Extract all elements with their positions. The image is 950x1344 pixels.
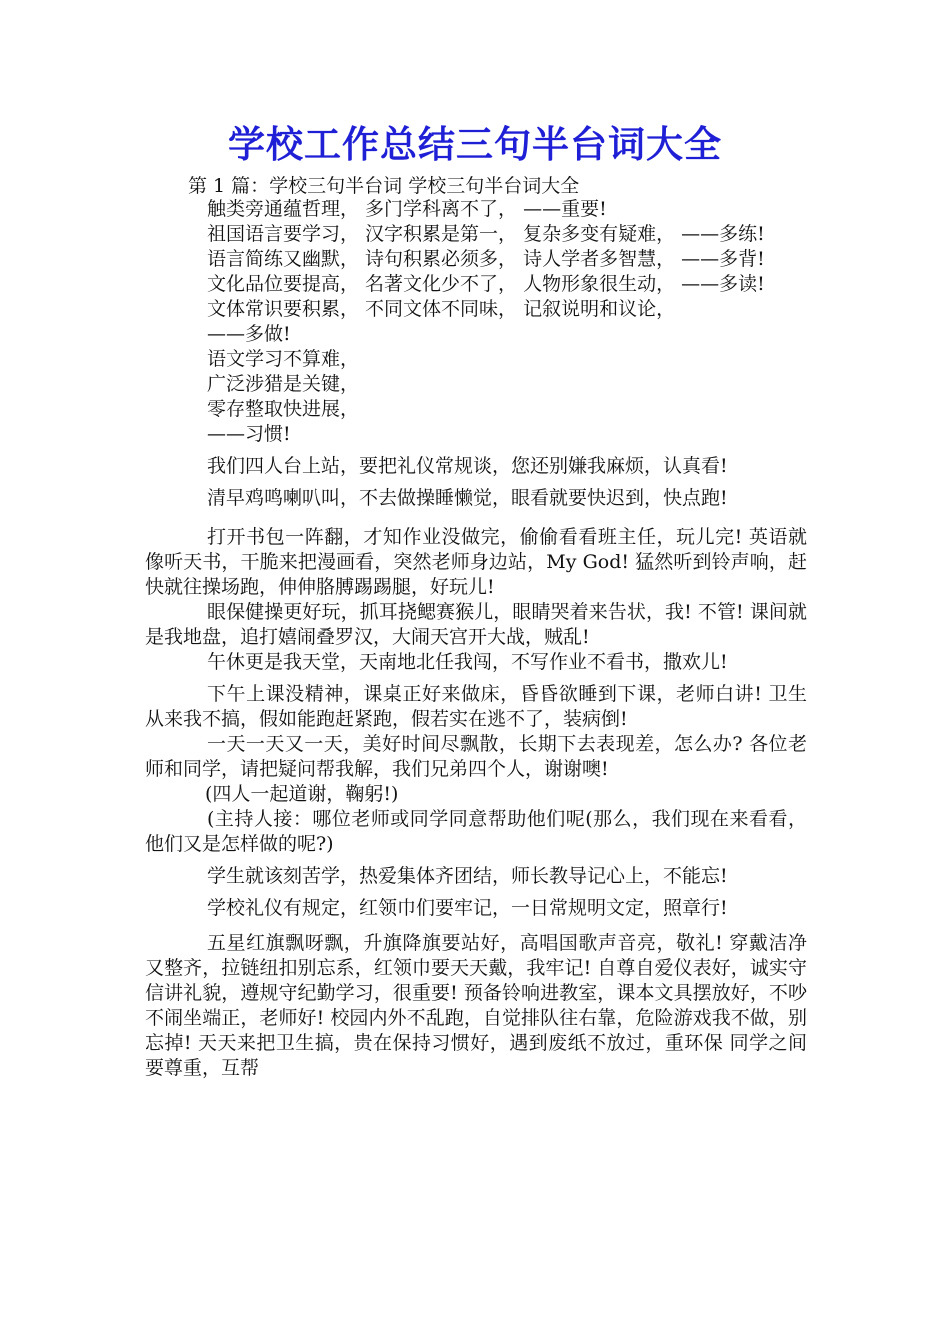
paragraph: 文化品位要提高， 名著文化少不了， 人物形象很生动， ——多读! xyxy=(207,273,765,295)
paragraph: 祖国语言要学习， 汉字积累是第一， 复杂多变有疑难， ——多练! xyxy=(207,223,765,245)
paragraph: 文体常识要积累， 不同文体不同味， 记叙说明和议论， xyxy=(207,298,676,320)
paragraph: 学校礼仪有规定，红领巾们要牢记，一日常规明文定，照章行! xyxy=(207,897,728,919)
document-subtitle: 第 1 篇：学校三句半台词 学校三句半台词大全 xyxy=(188,175,580,197)
page-title: 学校工作总结三句半台词大全 xyxy=(228,122,722,166)
paragraph: 语言简练又幽默， 诗句积累必须多， 诗人学者多智慧， ——多背! xyxy=(207,248,765,270)
paragraph: ——多做! xyxy=(207,323,291,345)
paragraph: 下午上课没精神，课桌正好来做床，昏昏欲睡到下课，老师白讲! 卫生从来我不搞，假如能跑赶紧跑，假若实在逃不了，装病倒! xyxy=(145,683,807,730)
paragraph: 五星红旗飘呀飘，升旗降旗要站好，高唱国歌声音亮，敬礼! 穿戴洁净又整齐，拉链纽扣别忘系，红领巾要天天戴，我牢记! 自尊自爱仪表好，诚实守信讲礼貌，遵规守纪勤学习，很重要! 预备铃响进教室，课本文具摆放好，不吵不闹坐端正，老师好! 校园内外不乱跑，自觉排队往右靠，危险游戏我不做，别忘掉! 天天来把卫生搞，贵在保持习惯好，遇到废纸不放过，重环保 同学之间要尊重，互帮 xyxy=(145,932,807,1079)
paragraph: 打开书包一阵翻，才知作业没做完，偷偷看看班主任，玩儿完! 英语就像听天书，干脆来把漫画看，突然老师身边站，My God! 猛然听到铃声响，赶快就往操场跑，伸伸胳膊踢踢腿，好玩儿! xyxy=(145,526,807,598)
paragraph: 眼保健操更好玩，抓耳挠鳃赛猴儿，眼睛哭着来告状，我! 不管! 课间就是我地盘，追打嬉闹叠罗汉，大闹天宫开大战，贼乱! xyxy=(145,601,807,648)
paragraph: (主持人接：哪位老师或同学同意帮助他们呢(那么，我们现在来看看，他们又是怎样做的呢?) xyxy=(145,808,807,855)
paragraph: ——习惯! xyxy=(207,423,291,445)
paragraph: 触类旁通蕴哲理， 多门学科离不了， ——重要! xyxy=(207,198,607,220)
paragraph: 午休更是我天堂，天南地北任我闯，不写作业不看书，撒欢儿! xyxy=(207,651,728,673)
paragraph: 零存整取快进展， xyxy=(207,398,360,420)
paragraph: 我们四人台上站，要把礼仪常规谈，您还别嫌我麻烦，认真看! xyxy=(207,455,728,477)
paragraph: (四人一起道谢，鞠躬!) xyxy=(205,783,399,805)
paragraph: 学生就该刻苦学，热爱集体齐团结，师长教导记心上，不能忘! xyxy=(207,865,728,887)
paragraph: 清早鸡鸣喇叭叫，不去做操睡懒觉，眼看就要快迟到，快点跑! xyxy=(207,487,728,509)
paragraph: 广泛涉猎是关键， xyxy=(207,373,360,395)
document-body xyxy=(145,197,807,1081)
paragraph: 语文学习不算难， xyxy=(207,348,360,370)
paragraph: 一天一天又一天，美好时间尽飘散，长期下去表现差，怎么办? 各位老师和同学，请把疑问帮我解，我们兄弟四个人，谢谢噢! xyxy=(145,733,807,780)
